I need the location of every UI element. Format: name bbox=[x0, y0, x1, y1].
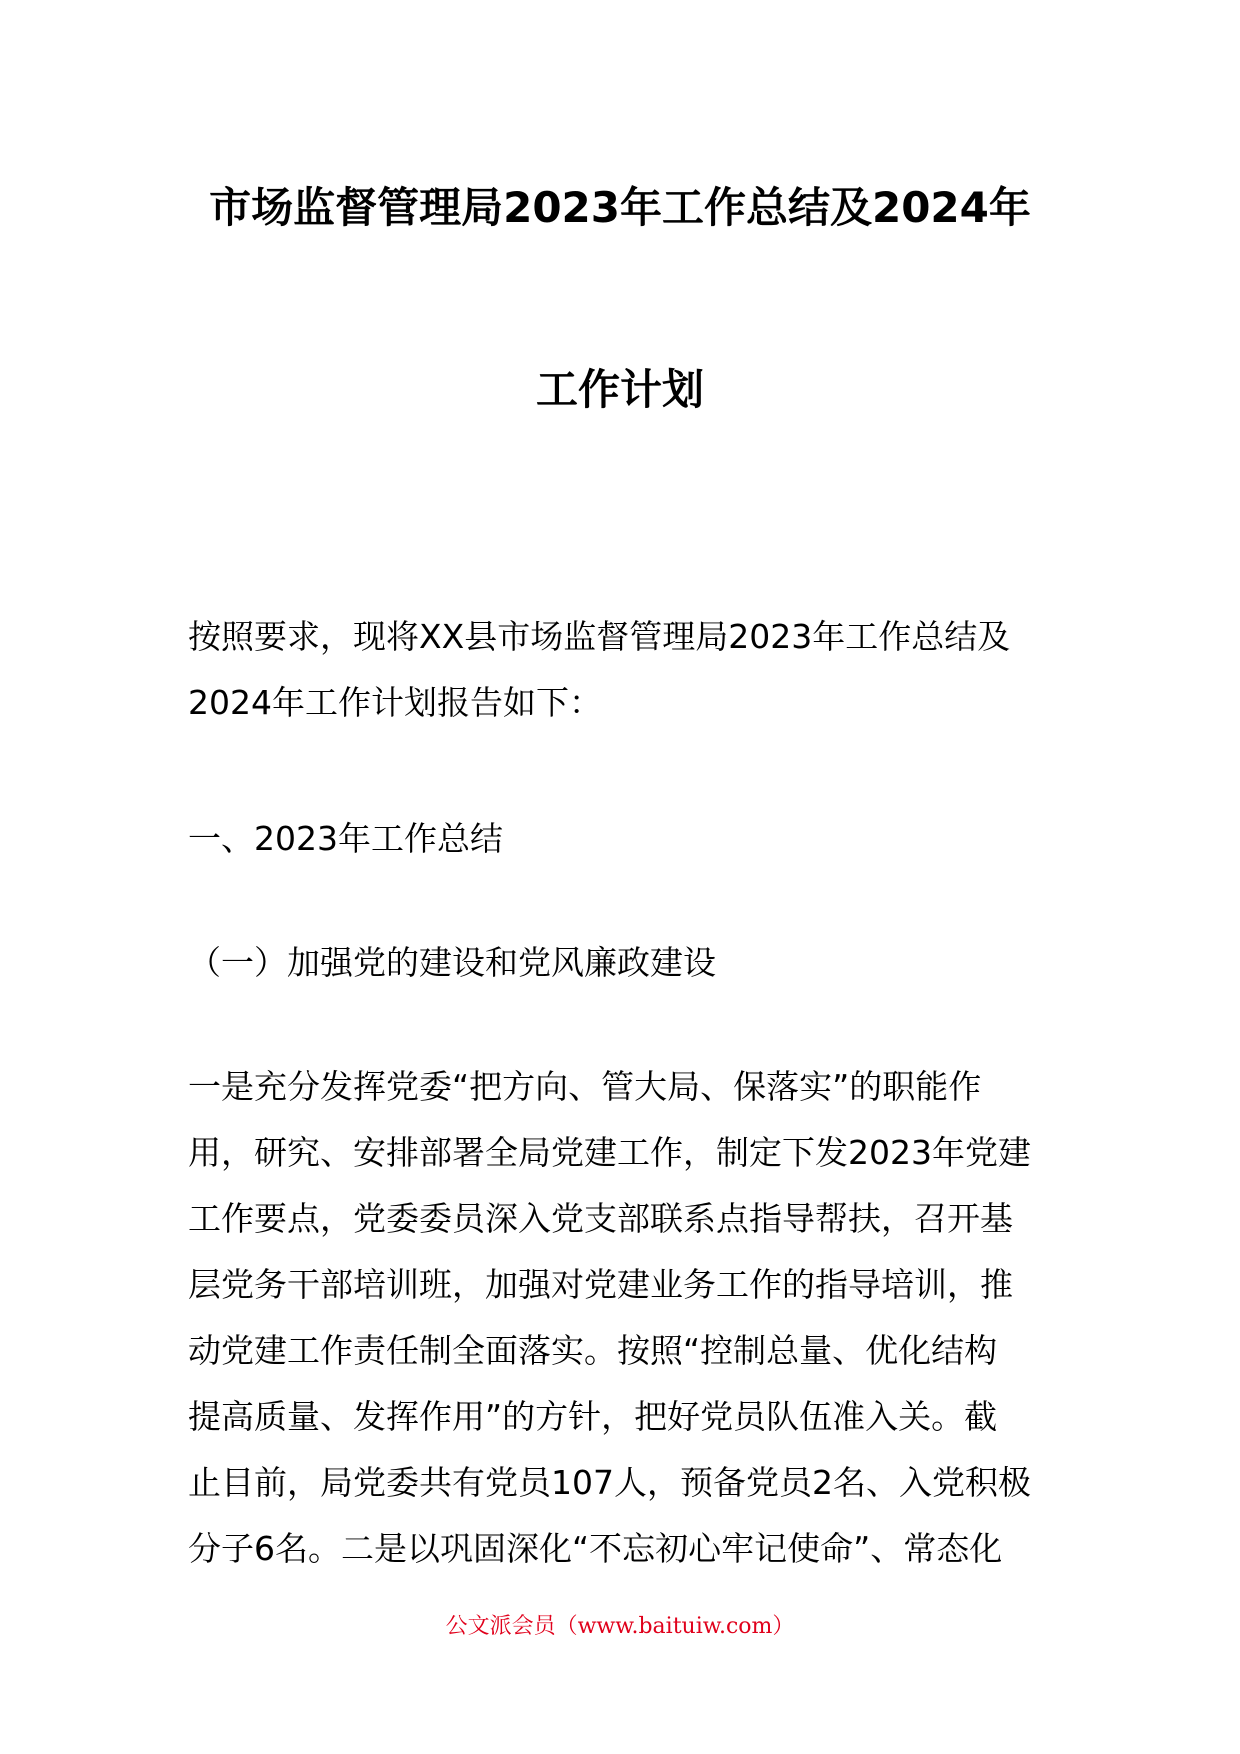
intro-line: 按照要求，现将XX县市场监督管理局2023年工作总结及 bbox=[188, 617, 1011, 656]
intro-paragraph bbox=[188, 604, 1054, 736]
document-title-line-2: 工作计划 bbox=[535, 365, 704, 414]
body-line: 止目前，局党委共有党员107人，预备党员2名、入党积极 bbox=[188, 1463, 1031, 1502]
body-line: 分子6名。二是以巩固深化“不忘初心牢记使命”、常态化 bbox=[188, 1529, 1003, 1568]
intro-line: 2024年工作计划报告如下： bbox=[188, 683, 602, 722]
document-title-line-1: 市场监督管理局2023年工作总结及2024年 bbox=[209, 183, 1031, 232]
body-line: 层党务干部培训班，加强对党建业务工作的指导培训，推 bbox=[188, 1265, 1013, 1304]
footer-watermark-link[interactable]: 公文派会员（www.baituiw.com） bbox=[445, 1614, 795, 1639]
body-line: 工作要点，党委委员深入党支部联系点指导帮扶，召开基 bbox=[188, 1199, 1013, 1238]
body-line: 一是充分发挥党委“把方向、管大局、保落实”的职能作 bbox=[188, 1067, 982, 1106]
body-line: 动党建工作责任制全面落实。按照“控制总量、优化结构 bbox=[188, 1331, 998, 1370]
body-line: 用，研究、安排部署全局党建工作，制定下发2023年党建 bbox=[188, 1133, 1031, 1172]
section-heading: 一、2023年工作总结 bbox=[188, 819, 503, 858]
body-paragraph bbox=[188, 1054, 1054, 1582]
body-line: 提高质量、发挥作用”的方针，把好党员队伍准入关。截 bbox=[188, 1397, 998, 1436]
subsection-heading: （一）加强党的建设和党风廉政建设 bbox=[188, 943, 716, 982]
